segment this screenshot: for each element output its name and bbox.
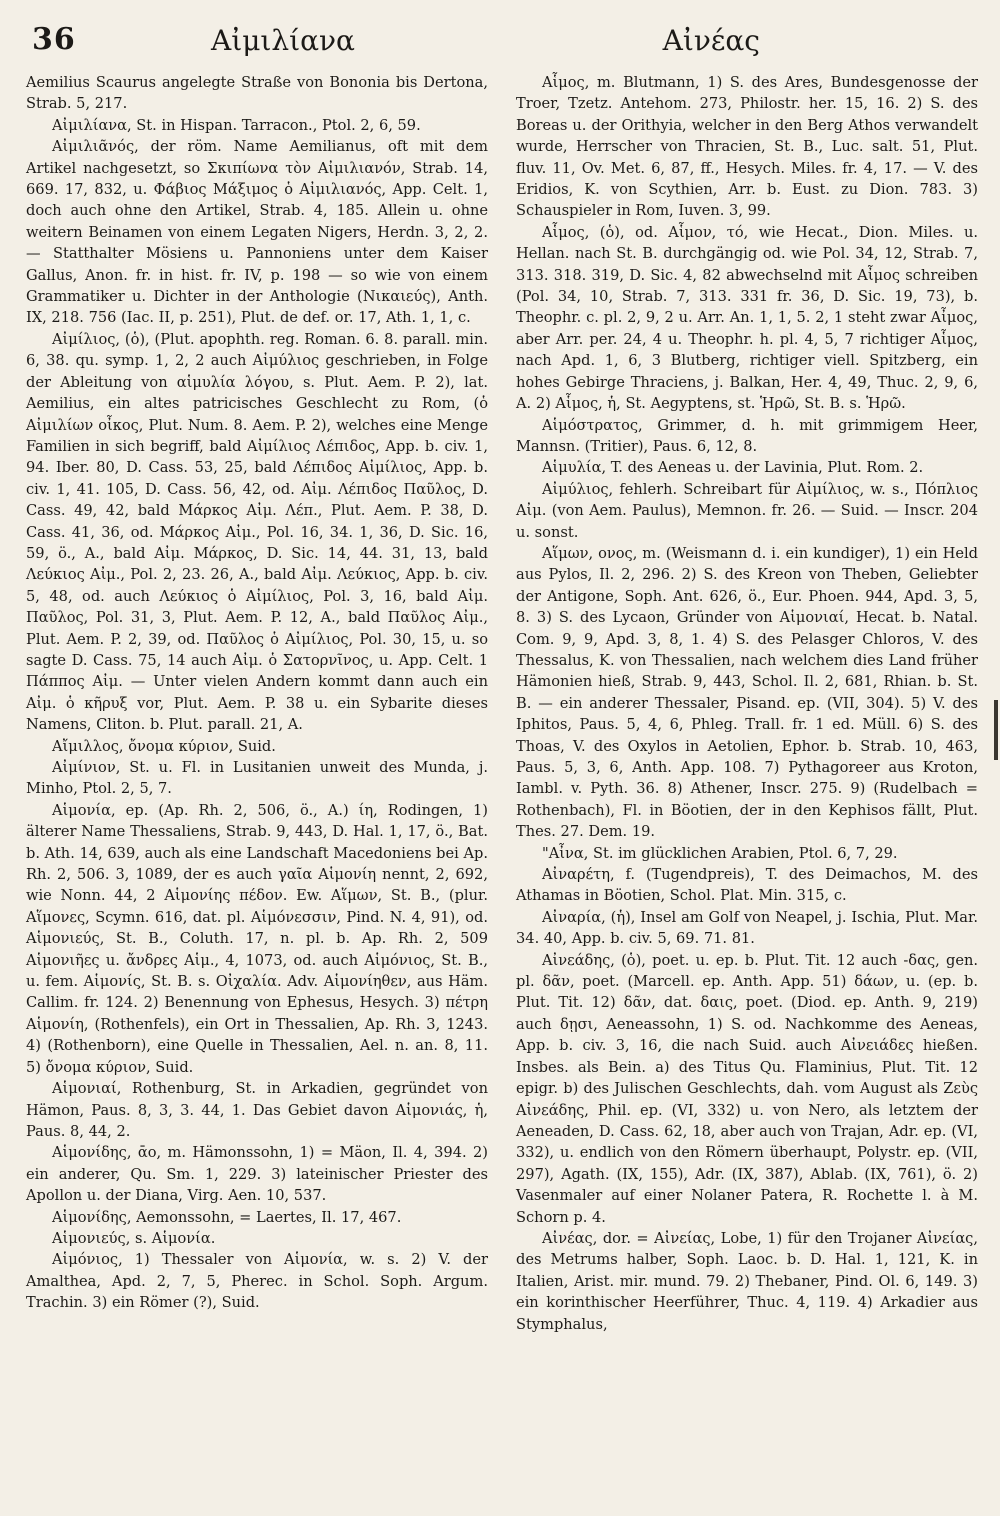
entry: Αἷμος, m. Blutmann, 1) S. des Ares, Bundesgenosse der Troer, Tzetz. Antehom. 273, Philostr. her. 15, 16. 2) S. des Boreas u. der Orithyia, welcher in den Berg Athos verwandelt wurde, Herrscher von Thracien, St. B., Luc. salt. 51, Plut. fluv. 11, Ov. Met. 6, 87, ff., Hesych. Miles. fr. 4, 17. — V. des Eridios, K. von Scythien, Arr. b. Eust. zu Dion. 783. 3) Schauspieler in Rom, Iuven. 3, 99.: [516, 74, 978, 220]
entry: Aemilius Scaurus angelegte Straße von Bononia bis Dertona, Strab. 5, 217.: [26, 74, 488, 113]
entry: Αἱμονία, ep. (Ap. Rh. 2, 506, ö., A.) ίη, Rodingen, 1) älterer Name Thessaliens, Strab. 9, 443, D. Hal. 1, 17, ö., Bat. b. Ath. 14, 639, auch als eine Landschaft Macedoniens bei Ap. Rh. 2, 506. 3, 1089, der es auch γαῖα Αἱμονίη nennt, 2, 692, wie Nonn. 44, 2 Αἱμονίης πέδον. Ew. Αἵμων, St. B., (plur. Αἵμονες, Scymn. 616, dat. pl. Αἱμόνεσσιν, Pind. N. 4, 91), od. Αἱμονιεύς, St. B., Coluth. 17, n. pl. b. Ap. Rh. 2, 509 Αἱμονιῆες u. ἄνδρες Αἱμ., 4, 1073, od. auch Αἱμόνιος, St. B., u. fem. Αἱμονίς, St. B. s. Οἰχαλία. Adv. Αἱμονίηθεν, aus Häm. Callim. fr. 124. 2) Benennung von Ephesus, Hesych. 3) πέτρη Αἱμονίη, (Rothenfels), ein Ort in Thessalien, Ap. Rh. 3, 1243. 4) (Rothenborn), eine Quelle in Thessalien, Ael. n. an. 8, 11. 5) ὄνομα κύριον, Suid.: [26, 801, 488, 1076]
entry: Αἱμονιαί, Rothenburg, St. in Arkadien, gegründet von Hämon, Paus. 8, 3, 3. 44, 1. Das Gebiet davon Αἱμονιάς, ἡ, Paus. 8, 44, 2.: [26, 1080, 488, 1140]
entry: Αἱμόνιος, 1) Thessaler von Αἱμονία, w. s. 2) V. der Amalthea, Apd. 2, 7, 5, Pherec. in Schol. Soph. Argum. Trachin. 3) ein Römer (?), Suid.: [26, 1251, 488, 1312]
entry: "Αἶνα, St. im glücklichen Arabien, Ptol. 6, 7, 29.: [542, 844, 898, 862]
entry: Αἱμόστρατος, Grimmer, d. h. mit grimmigem Heer, Mannsn. (Tritier), Paus. 6, 12, 8.: [516, 416, 978, 455]
entry: Αἰμιλιᾶνός, der röm. Name Aemilianus, oft mit dem Artikel nachgesetzt, so Σκιπίωνα τὸν Αἰμιλιανόν, Strab. 14, 669. 17, 832, u. Φάβιος Μάξιμος ὁ Αἰμιλιανός, App. Celt. 1, doch auch ohne den Artikel, Strab. 4, 185. Allein u. ohne weitern Beinamen von einem Legaten Nigers, Herdn. 3, 2, 2. — Statthalter Mösiens u. Pannoniens unter dem Kaiser Gallus, Anon. fr. in hist. fr. IV, p. 198 — so wie von einem Grammatiker u. Dichter in der Anthologie (Νικαιεύς), Anth. IX, 218. 756 (Iac. II, p. 251), Plut. de def. or. 17, Ath. 1, 1, c.: [26, 138, 488, 327]
entry: Αἰμίνιον, St. u. Fl. in Lusitanien unweit des Munda, j. Minho, Ptol. 2, 5, 7.: [26, 759, 488, 798]
entry: Αἵμων, ονος, m. (Weismann d. i. ein kundiger), 1) ein Held aus Pylos, Il. 2, 296. 2) S. des Kreon von Theben, Geliebter der Antigone, Soph. Ant. 626, ö., Eur. Phoen. 944, Apd. 3, 5, 8. 3) S. des Lycaon, Gründer von Αἱμονιαί, Hecat. b. Natal. Com. 9, 9, Apd. 3, 8, 1. 4) S. des Pelasger Chloros, V. des Thessalus, K. von Thessalien, nach welchem dies Land früher Hämonien hieß, Strab. 9, 443, Schol. Il. 2, 681, Rhian. b. St. B. — ein anderer Thessaler, Pisand. ep. (VII, 304). 5) V. des Iphitos, Paus. 5, 4, 6, Phleg. Trall. fr. 1 ed. Müll. 6) S. des Thoas, V. des Oxylos in Aetolien, Ephor. b. Strab. 10, 463, Paus. 5, 3, 6, Anth. App. 108. 7) Pythagoreer aus Kroton, Iambl. v. Pyth. 36. 8) Athener, Inscr. 275. 9) (Rudelbach = Rothenbach), Fl. in Böotien, der in den Kephisos fällt, Plut. Thes. 27. Dem. 19.: [516, 544, 978, 841]
left-column: [26, 72, 488, 1335]
page-number: 36: [32, 22, 76, 57]
entry: Αἰμύλιος, fehlerh. Schreibart für Αἰμίλιος, w. s., Πόπλιος Αἰμ. (von Aem. Paulus), Memnon. fr. 26. — Suid. — Inscr. 204 u. sonst.: [516, 480, 978, 541]
entry: Αἱμονιεύς, s. Αἱμονία.: [52, 1229, 216, 1247]
left-running-headword: Αἰμιλίανα: [211, 24, 355, 57]
entry: Αἱμονίδης, Aemonssohn, = Laertes, Il. 17, 467.: [52, 1208, 402, 1226]
entry: Αἰναρία, (ἡ), Insel am Golf von Neapel, j. Ischia, Plut. Mar. 34. 40, App. b. civ. 5, 69. 71. 81.: [516, 908, 978, 948]
binding-mark: [994, 700, 998, 760]
entry: Αἰναρέτη, f. (Tugendpreis), T. des Deimachos, M. des Athamas in Böotien, Schol. Plat. Min. 315, c.: [516, 866, 978, 905]
right-column: [516, 72, 978, 1335]
entry: Αἰμίλιος, (ὁ), (Plut. apophth. reg. Roman. 6. 8. parall. min. 6, 38. qu. symp. 1, 2, 2 auch Αἰμύλιος geschrieben, in Folge der Ableitung von αἱμυλία λόγου, s. Plut. Aem. P. 2), lat. Aemilius, ein altes patricisches Geschlecht zu Rom, (ὁ Αἰμιλίων οἶκος, Plut. Num. 8. Aem. P. 2), welches eine Menge Familien in sich begriff, bald Αἰμίλιος Λέπιδος, App. b. civ. 1, 94. Iber. 80, D. Cass. 53, 25, bald Λέπιδος Αἰμίλιος, App. b. civ. 1, 41. 105, D. Cass. 56, 42, od. Αἰμ. Λέπιδος Παῦλος, D. Cass. 49, 42, bald Μάρκος Αἰμ. Λέπ., Plut. Aem. P. 38, D. Cass. 41, 36, od. Μάρκος Αἰμ., Pol. 16, 34. 1, 36, D. Sic. 16, 59, ö., A., bald Αἰμ. Μάρκος, D. Sic. 14, 44. 31, 13, bald Λεύκιος Αἰμ., Pol. 2, 23. 26, A., bald Αἰμ. Λεύκιος, App. b. civ. 5, 48, od. auch Λεύκιος ὁ Αἰμίλιος, Pol. 3, 16, bald Αἰμ. Παῦλος, Pol. 31, 3, Plut. Aem. P. 12, A., bald Παῦλος Αἰμ., Plut. Aem. P. 2, 39, od. Παῦλος ὁ Αἰμίλιος, Pol. 30, 15, u. so sagte D. Cass. 75, 14 auch Αἰμ. ὁ Σατορνῖνος, u. App. Celt. 1 Πάππος Αἰμ. — Unter vielen Andern kommt dann auch ein Αἰμ. ὁ κῆρυξ vor, Plut. Aem. P. 38 u. ein Sybarite dieses Namens, Cliton. b. Plut. parall. 21, A.: [26, 330, 488, 734]
entry: Αἴμιλλος, ὄνομα κύριον, Suid.: [52, 737, 276, 755]
text-columns: [26, 72, 978, 1335]
entry: Αἰνέας, dor. = Αἰνείας, Lobe, 1) für den Trojaner Αἰνείας, des Metrums halber, Soph. Laoc. b. D. Hal. 1, 121, K. in Italien, Arist. mir. mund. 79. 2) Thebaner, Pind. Ol. 6, 149. 3) ein korinthischer Heerführer, Thuc. 4, 119. 4) Arkadier aus Stymphalus,: [516, 1229, 978, 1333]
entry: Αἷμος, (ὁ), od. Αἷμον, τό, wie Hecat., Dion. Miles. u. Hellan. nach St. B. durchgängig od. wie Pol. 34, 12, Strab. 7, 313. 318. 319, D. Sic. 4, 82 abwechselnd mit Αἶμος schreiben (Pol. 34, 10, Strab. 7, 313. 331 fr. 36, D. Sic. 19, 73), b. Theophr. c. pl. 2, 9, 2 u. Arr. An. 1, 1, 5. 2, 1 steht zwar Αἶμος, aber Arr. per. 24, 4 u. Theophr. h. pl. 4, 5, 7 richtiger Αἷμος, nach Apd. 1, 6, 3 Blutberg, richtiger viell. Spitzberg, ein hohes Gebirge Thraciens, j. Balkan, Her. 4, 49, Thuc. 2, 9, 6, A. 2) Αἷμος, ἡ, St. Aegyptens, st. Ἡρῶ, St. B. s. Ἡρῶ.: [516, 223, 978, 413]
entry: Αἰνεάδης, (ὁ), poet. u. ep. b. Plut. Tit. 12 auch -δας, gen. pl. δᾶν, poet. (Marcell. ep. Anth. App. 51) δάων, u. (ep. b. Plut. Tit. 12) δᾶν, dat. δαις, poet. (Diod. ep. Anth. 9, 219) auch δῃσι, Aeneassohn, 1) S. od. Nachkomme des Aeneas, App. b. civ. 3, 16, die nach Suid. auch Αἰνειάδες hießen. Insbes. als Bein. a) des Titus Qu. Flaminius, Plut. Tit. 12 epigr. b) des Julischen Geschlechts, dah. vom August als Ζεὺς Αἰνεάδης, Phil. ep. (VI, 332) u. von Nero, als letztem der Aeneaden, D. Cass. 62, 18, aber auch von Trajan, Adr. ep. (VI, 332), u. endlich von den Römern überhaupt, Polystr. ep. (VII, 297), Agath. (IX, 155), Adr. (IX, 387), Ablab. (IX, 761), ö. 2) Vasenmaler auf einer Nolaner Patera, R. Rochette l. à M. Schorn p. 4.: [516, 951, 978, 1226]
entry: Αἰμιλίανα, St. in Hispan. Tarracon., Ptol. 2, 6, 59.: [52, 116, 421, 134]
page-header: [26, 14, 978, 64]
entry: Αἱμονίδης, ᾱο, m. Hämonssohn, 1) = Mäon, Il. 4, 394. 2) ein anderer, Qu. Sm. 1, 229. 3) lateinischer Priester des Apollon u. der Diana, Virg. Aen. 10, 537.: [26, 1144, 488, 1205]
right-running-headword: Αἰνέας: [662, 24, 760, 57]
entry: Αἱμυλία, T. des Aeneas u. der Lavinia, Plut. Rom. 2.: [542, 459, 924, 477]
